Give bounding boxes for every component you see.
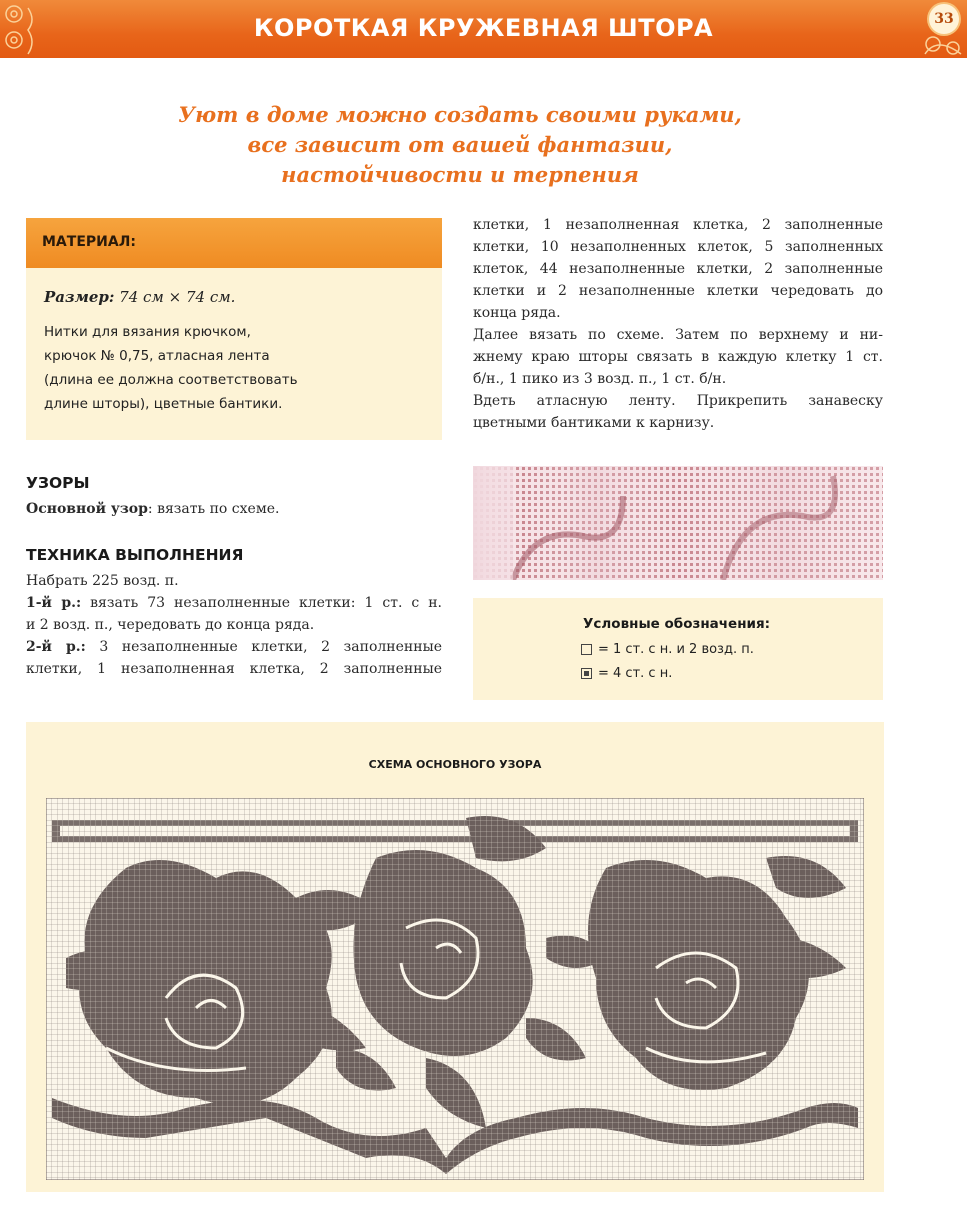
subtitle <box>100 100 820 190</box>
curtain-photo <box>473 466 883 580</box>
technique-row2 <box>26 636 442 658</box>
material-box <box>26 218 442 440</box>
size-value: 74 см × 74 см. <box>114 288 236 306</box>
row1-text-cont: и 2 возд. п., чередовать до конца ряда. <box>26 617 315 633</box>
material-list <box>44 320 434 416</box>
page-number: 33 <box>929 4 959 34</box>
page-title: КОРОТКАЯ КРУЖЕВНАЯ ШТОРА <box>253 14 714 42</box>
patterns-text <box>26 498 279 520</box>
legend-text: = 4 ст. с н. <box>598 666 673 681</box>
scheme-box <box>26 722 884 1192</box>
row2-text-cont: клетки, 1 незаполненная клетка, 2 заполненные <box>26 661 442 677</box>
technique-heading: ТЕХНИКА ВЫПОЛНЕНИЯ <box>26 546 244 564</box>
legend-text: = 1 ст. с н. и 2 возд. п. <box>598 642 754 657</box>
row2-text: 3 незаполненные клетки, 2 заполненные <box>85 639 443 655</box>
right-line: клетки, 1 незаполненная клетка, 2 заполненные <box>473 217 883 233</box>
legend-title: Условные обозначения: <box>583 616 771 632</box>
right-line: клетки и 2 незаполненные клетки чередовать до <box>473 283 883 299</box>
right-column-text <box>473 214 883 434</box>
empty-cell-icon <box>581 644 592 655</box>
legend-item-filled <box>581 666 672 681</box>
pattern-label: Основной узор <box>26 501 148 517</box>
filled-cell-icon <box>581 668 592 679</box>
subtitle-line: все зависит от вашей фантазии, <box>247 132 673 157</box>
size-line <box>44 288 235 306</box>
header-banner <box>0 0 967 58</box>
size-label: Размер: <box>44 288 115 306</box>
right-line: клетки, 10 незаполненных клеток, 5 заполненных <box>473 239 883 255</box>
filet-crochet-chart <box>46 798 864 1180</box>
technique-text <box>26 570 442 680</box>
material-line: (длина ее должна соответствовать <box>44 372 298 388</box>
right-line: Далее вязать по схеме. Затем по верхнему и ни- <box>473 327 883 343</box>
right-line: жнему краю шторы связать в каждую клетку 1 ст. <box>473 349 883 365</box>
material-heading: МАТЕРИАЛ: <box>42 234 136 250</box>
right-line: цветными бантиками к карнизу. <box>473 415 715 431</box>
material-header <box>26 218 442 268</box>
subtitle-line: настойчивости и терпения <box>281 162 639 187</box>
row2-label: 2-й р.: <box>26 639 86 655</box>
legend-item-empty <box>581 642 754 657</box>
subtitle-line: Уют в доме можно создать своими руками, <box>178 102 742 127</box>
right-line: б/н., 1 пико из 3 возд. п., 1 ст. б/н. <box>473 371 727 387</box>
technique-row1 <box>26 592 442 614</box>
row1-text: вязать 73 незаполненные клетки: 1 ст. с н. <box>81 595 442 611</box>
material-line: Нитки для вязания крючком, <box>44 324 251 340</box>
scheme-title: СХЕМА ОСНОВНОГО УЗОРА <box>368 758 542 771</box>
right-line: Вдеть атласную ленту. Прикрепить занавеску <box>473 393 883 409</box>
right-line: клеток, 44 незаполненные клетки, 2 заполненные <box>473 261 883 277</box>
material-line: длине шторы), цветные бантики. <box>44 396 283 412</box>
pattern-desc: : вязать по схеме. <box>147 501 280 517</box>
patterns-heading: УЗОРЫ <box>26 474 90 492</box>
right-line: конца ряда. <box>473 305 561 321</box>
row1-label: 1-й р.: <box>26 595 82 611</box>
technique-line: Набрать 225 возд. п. <box>26 573 179 589</box>
legend-box <box>473 598 883 700</box>
material-line: крючок № 0,75, атласная лента <box>44 348 270 364</box>
